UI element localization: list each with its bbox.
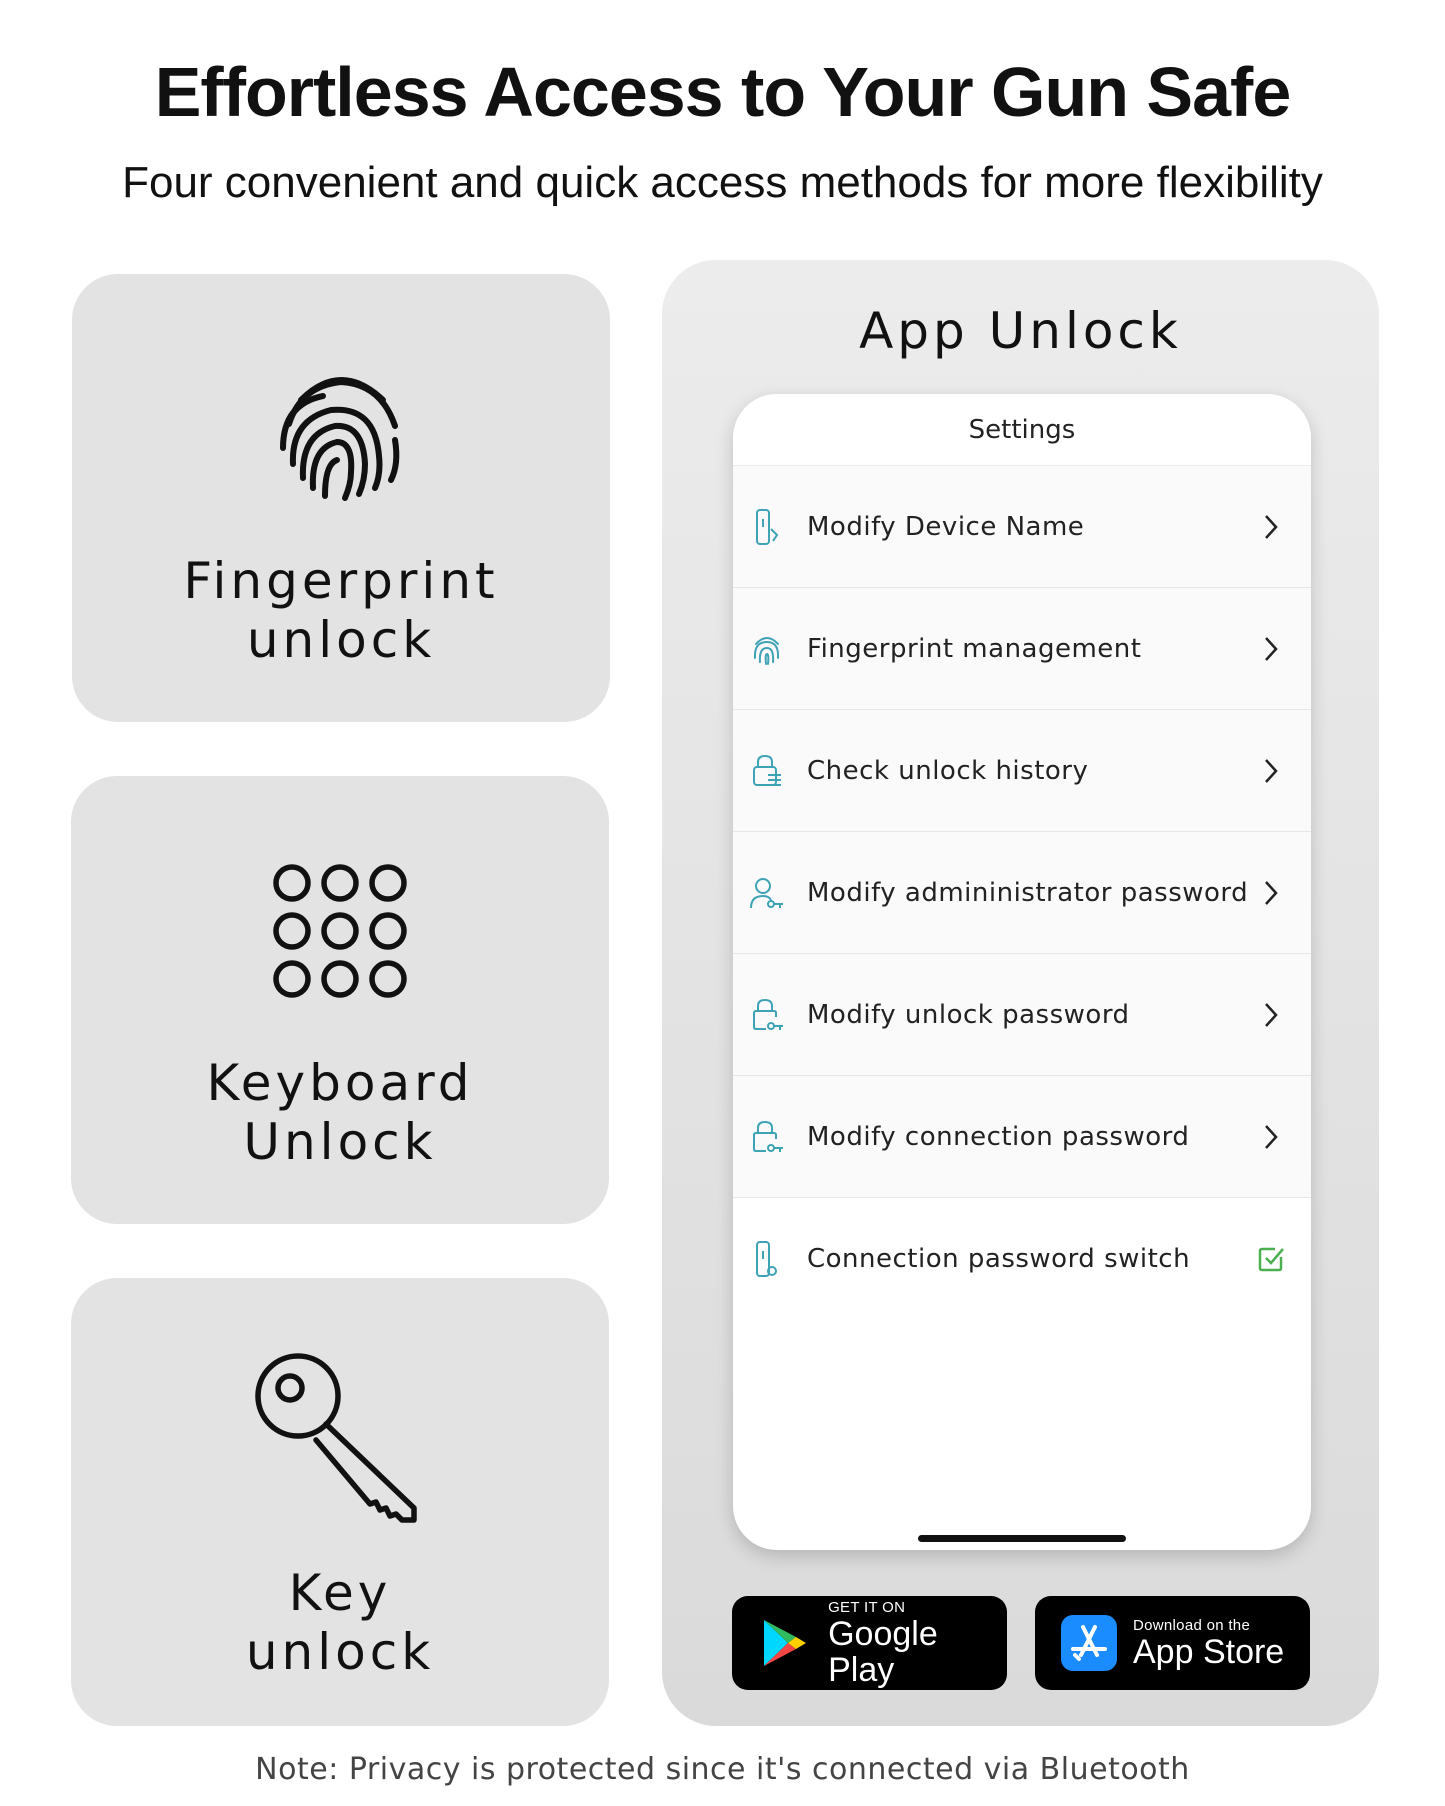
google-play-small-text: GET IT ON (828, 1598, 906, 1616)
fingerprint-label-line2: unlock (246, 611, 436, 669)
settings-row-modify-unlock-password[interactable] (733, 954, 1311, 1076)
app-store-small-text: Download on the (1133, 1616, 1251, 1634)
settings-row-label: Modify admininistrator password (807, 877, 1249, 908)
settings-row-modify-device-name[interactable] (733, 466, 1311, 588)
lock-key-icon (747, 995, 787, 1035)
phone-screen (733, 394, 1311, 1550)
keyboard-label-line2: Unlock (243, 1113, 437, 1171)
google-play-button[interactable] (732, 1596, 1007, 1690)
fingerprint-unlock-card (72, 274, 610, 722)
keyboard-unlock-card (71, 776, 609, 1224)
fingerprint-icon (747, 629, 787, 669)
app-unlock-panel (662, 260, 1379, 1726)
key-icon (71, 1348, 609, 1528)
settings-row-label: Modify unlock password (807, 999, 1130, 1030)
settings-row-check-unlock-history[interactable] (733, 710, 1311, 832)
settings-row-label: Modify Device Name (807, 511, 1085, 542)
google-play-big-text: Google Play (828, 1614, 938, 1689)
device-edit-icon (747, 507, 787, 547)
google-play-icon (758, 1615, 812, 1671)
settings-row-label: Connection password switch (807, 1244, 1191, 1274)
key-unlock-card (71, 1278, 609, 1726)
fingerprint-icon (72, 364, 610, 504)
app-store-icon (1061, 1615, 1117, 1671)
app-unlock-title: App Unlock (859, 302, 1182, 360)
chevron-right-icon (1251, 995, 1291, 1035)
settings-row-label: Fingerprint management (807, 633, 1142, 664)
checkbox-checked-icon[interactable] (1251, 1239, 1291, 1279)
key-label-line2: unlock (245, 1623, 435, 1681)
privacy-note: Note: Privacy is protected since it's connected via Bluetooth (255, 1752, 1190, 1787)
page-subtitle: Four convenient and quick access methods for more flexibility (122, 158, 1323, 207)
app-store-big-text: App Store (1133, 1632, 1285, 1671)
settings-row-connection-password-switch[interactable] (733, 1198, 1311, 1320)
chevron-right-icon (1251, 751, 1291, 791)
keyboard-label-line1: Keyboard (206, 1054, 474, 1112)
settings-row-label: Check unlock history (807, 755, 1089, 786)
keypad-icon (71, 864, 609, 998)
page-title: Effortless Access to Your Gun Safe (154, 53, 1291, 131)
lock-history-icon (747, 751, 787, 791)
lock-key-icon (747, 1117, 787, 1157)
app-store-button[interactable] (1035, 1596, 1310, 1690)
chevron-right-icon (1251, 507, 1291, 547)
settings-row-modify-admin-password[interactable] (733, 832, 1311, 954)
chevron-right-icon (1251, 1117, 1291, 1157)
home-indicator (918, 1535, 1126, 1542)
settings-row-label: Modify connection password (807, 1121, 1190, 1152)
settings-header: Settings (733, 394, 1311, 466)
admin-key-icon (747, 873, 787, 913)
key-label-line1: Key (288, 1564, 392, 1622)
chevron-right-icon (1251, 873, 1291, 913)
device-switch-icon (747, 1239, 787, 1279)
fingerprint-label-line1: Fingerprint (183, 552, 499, 610)
settings-row-fingerprint-management[interactable] (733, 588, 1311, 710)
chevron-right-icon (1251, 629, 1291, 669)
settings-row-modify-connection-password[interactable] (733, 1076, 1311, 1198)
